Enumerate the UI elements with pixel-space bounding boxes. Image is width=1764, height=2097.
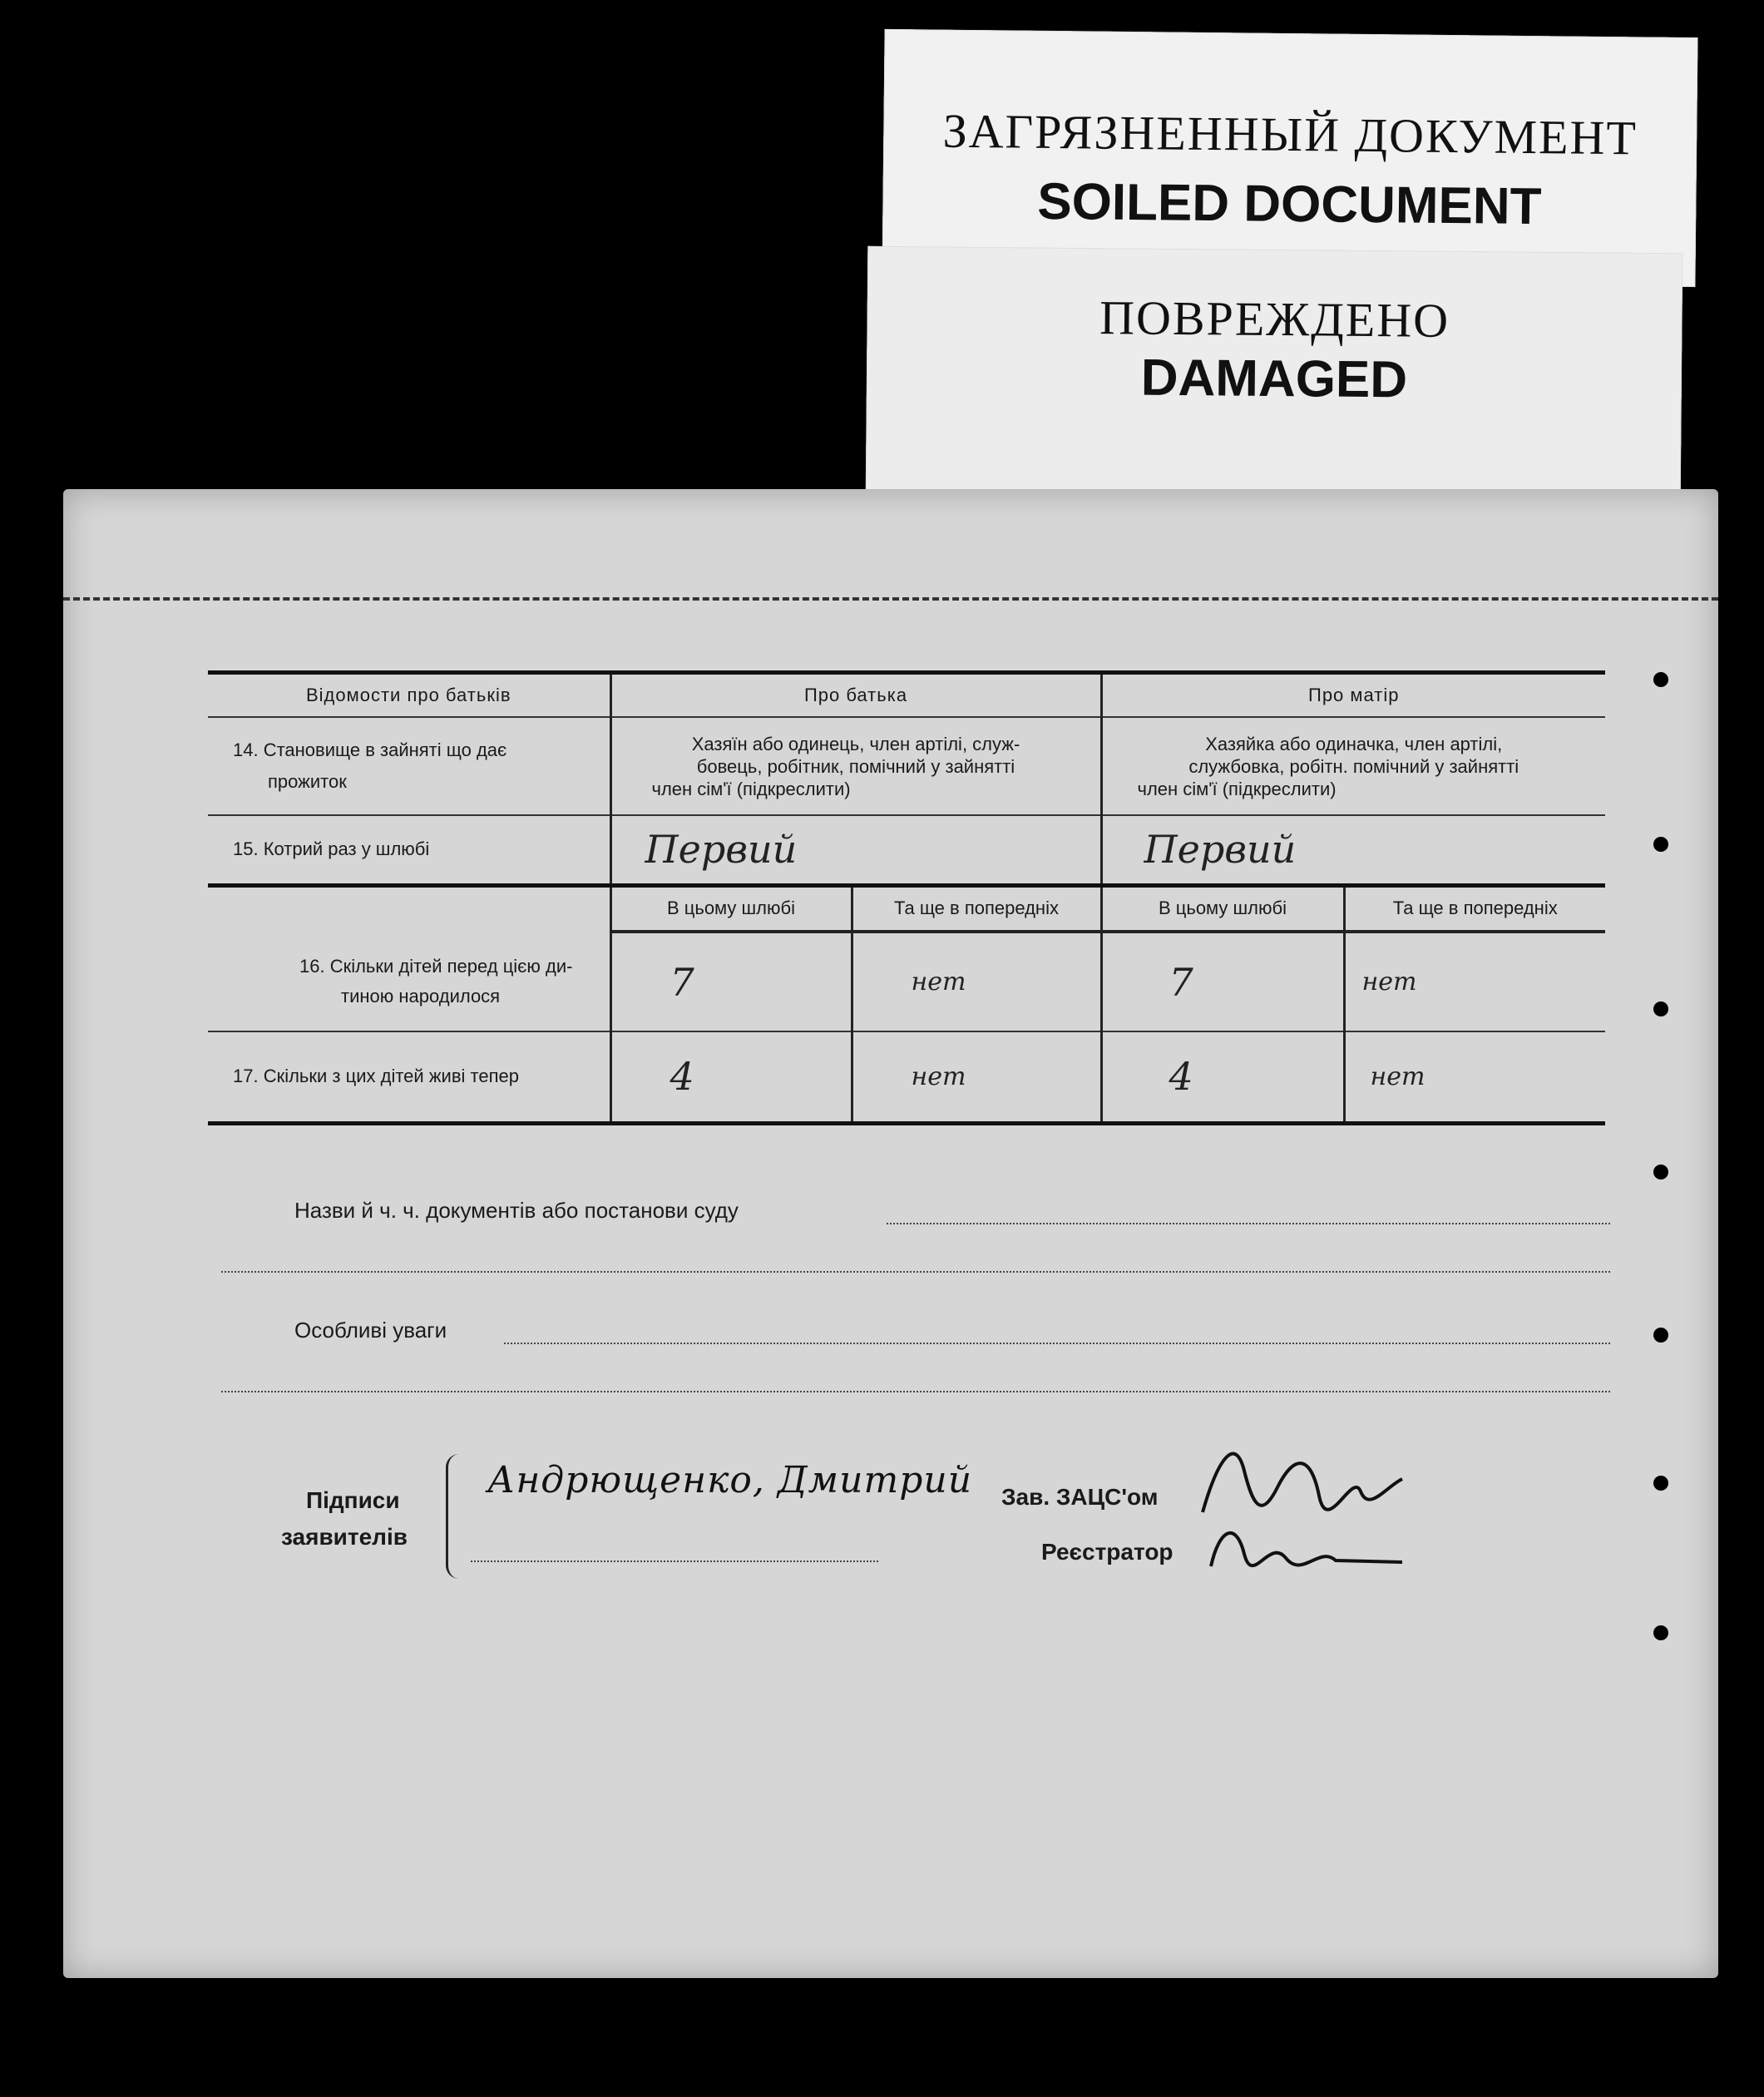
punch-hole	[1653, 1002, 1668, 1016]
documents-label: Назви й ч. ч. документів або постанови суду	[294, 1198, 739, 1223]
row17-mother-prev: нет	[1344, 1031, 1605, 1123]
parents-table	[208, 670, 1605, 1125]
damaged-label-en: DAMAGED	[1140, 349, 1408, 409]
registrar-label: Реєстратор	[1041, 1539, 1174, 1565]
signatures-label-2: заявителів	[281, 1524, 408, 1550]
subheader-father-prev: Та ще в попередніх	[852, 885, 1101, 932]
remarks-dotted-line-2	[221, 1391, 1610, 1392]
punch-hole	[1653, 1328, 1668, 1343]
damaged-document-tag	[866, 246, 1683, 503]
punch-hole	[1653, 837, 1668, 852]
signatures-label-1: Підписи	[306, 1487, 400, 1513]
soiled-label-ru: ЗАГРЯЗНЕННЫЙ ДОКУМЕНТ	[942, 103, 1638, 166]
subheader-mother-this: В цьому шлюбі	[1101, 885, 1344, 932]
punch-hole	[1653, 1476, 1668, 1491]
subheader-mother-prev: Та ще в попередніх	[1344, 885, 1605, 932]
subheader-father-this: В цьому шлюбі	[610, 885, 852, 932]
row15-label: 15. Котрий раз у шлюбі	[208, 815, 610, 885]
row16-mother-prev: нет	[1344, 932, 1605, 1031]
damaged-label-ru: ПОВРЕЖДЕНО	[1099, 290, 1450, 348]
documents-dotted-line-2	[221, 1271, 1610, 1273]
row14-label: 14. Становище в зайняті що дає прожиток	[208, 717, 610, 815]
punch-hole	[1653, 672, 1668, 687]
row16-mother-this: 7	[1101, 932, 1344, 1031]
remarks-dotted-line	[504, 1343, 1610, 1344]
row14-father: Хазяїн або одинець, член артілі, служ- бовець, робітник, помічний у зайнятті член сім'ї (підкреслити)	[610, 717, 1101, 815]
row15-father-value: Первий	[610, 815, 1101, 885]
row16-label: 16. Скільки дітей перед цією ди- тиною народилося	[299, 955, 573, 1006]
row16-father-prev: нет	[852, 932, 1101, 1031]
row14-mother: Хазяйка або одиначка, член артілі, службовка, робітн. помічний у зайнятті член сім'ї (підкреслити)	[1101, 717, 1605, 815]
row15-mother-value: Первий	[1101, 815, 1605, 885]
head-label: Зав. ЗАЦС'ом	[1001, 1484, 1159, 1510]
punch-hole	[1653, 1165, 1668, 1180]
punch-hole	[1653, 1625, 1668, 1640]
signatures-brace	[446, 1454, 462, 1579]
header-father: Про батька	[610, 673, 1101, 718]
row17-label: 17. Скільки з цих дітей живі тепер	[208, 1031, 610, 1123]
form-page	[63, 489, 1718, 1978]
documents-dotted-line	[887, 1223, 1610, 1224]
row17-father-this: 4	[610, 1031, 852, 1123]
perforation-line	[63, 597, 1718, 601]
applicant-signature: Андрющенко, Дмитрий	[487, 1459, 973, 1501]
row17-mother-this: 4	[1101, 1031, 1344, 1123]
second-applicant-dotted-line	[471, 1560, 878, 1562]
header-mother: Про матір	[1101, 673, 1605, 718]
header-parents-info: Відомости про батьків	[208, 673, 610, 718]
soiled-label-en: SOILED DOCUMENT	[1036, 172, 1542, 236]
remarks-label: Особливі уваги	[294, 1318, 447, 1343]
row17-father-prev: нет	[852, 1031, 1101, 1123]
row16-father-this: 7	[610, 932, 852, 1031]
head-signature-scribble	[1194, 1421, 1411, 1587]
